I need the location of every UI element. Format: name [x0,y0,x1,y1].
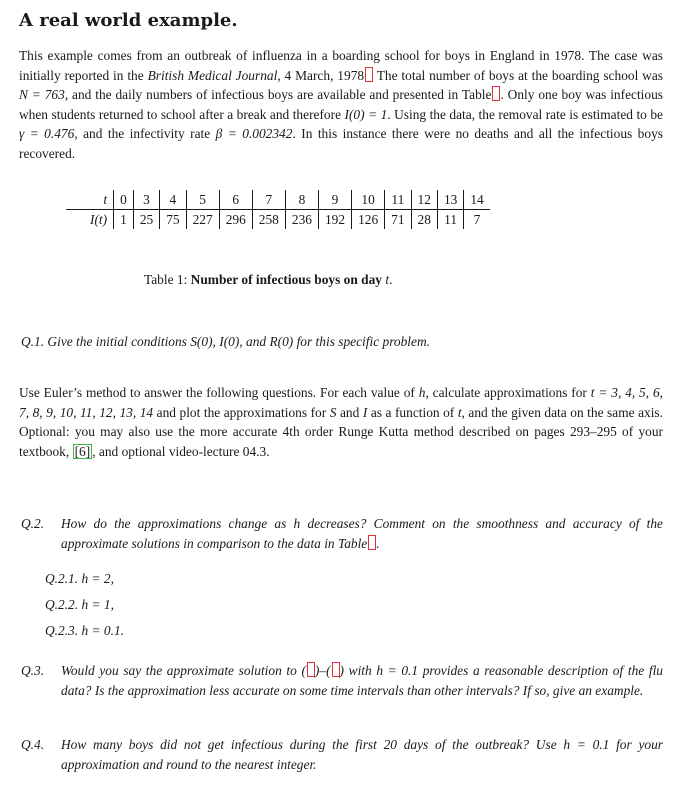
euler-text-a: Use Euler’s method to answer the following questions. For each value of [19,385,415,400]
table-cell-i-9: 71 [385,210,411,230]
euler-and: and [339,404,360,420]
footnote-link[interactable] [365,67,373,82]
i0-equation: I(0) = 1 [344,106,388,122]
table-cell-t-8: 10 [352,190,385,210]
intro-text-4: , and the daily numbers of infectious boys are available and presented in Table [64,87,492,103]
eq-ref-3[interactable] [332,662,340,677]
q4-label: Q.4. [21,737,45,752]
q2-label: Q.2. [21,516,45,531]
euler-text-f: , and optional video-lecture 04.3. [92,443,270,459]
euler-text-c: and plot the approximations for [156,404,327,420]
q2-end: . [376,535,380,551]
table-cell-i-0: 1 [114,210,134,230]
euler-text-b: , calculate approximations for [425,385,587,400]
infectious-table [66,190,490,229]
table-cell-i-12: 7 [464,210,490,230]
q3-text-b: )–( [314,663,331,678]
q2-text: How do the approximations change as h decreases? Comment on the smoothness and accuracy of the approximate solutions in comparison to the data in Table [61,516,663,551]
table-cell-t-11: 13 [437,190,463,210]
q2-body [61,514,663,553]
q3-text-c: ) with h = 0.1 provides a reasonable description of the flu data? Is the approximation less accurate on some time intervals than other intervals? If so, give an example. [61,663,663,698]
q2-sub-3-label: Q.2.3. [45,623,79,638]
q2-sub-1-label: Q.2.1. [45,571,79,586]
table-cell-t-7: 9 [318,190,351,210]
section-title: A real world example. [19,10,238,31]
intro-text-8: . In this instance there were no deaths and all the infectious boys recovered. [19,126,663,161]
n-equation: N = 763 [19,87,65,103]
infectious-table-wrapper [66,190,490,229]
eq-ref-1[interactable] [307,662,315,677]
q2-sub-1 [45,571,114,587]
intro-paragraph [19,46,663,164]
journal-name: British Medical Journal [147,67,278,83]
table-row-i [66,210,490,230]
table-cell-i-8: 126 [352,210,385,230]
q2-sub-2-value: h = 1, [81,597,114,612]
q2-sub-1-value: h = 2, [81,571,114,586]
question-4 [21,735,663,774]
beta-equation: β = 0.002342 [215,126,293,142]
caption-prefix: Table 1: [144,272,188,287]
table-cell-t-10: 12 [411,190,437,210]
euler-text-d: as a function of [370,404,455,420]
citation-link[interactable]: [6] [74,443,91,459]
q1-label: Q.1. [21,334,45,349]
intro-text-7: , and the infectivity rate [74,126,211,142]
euler-h: h [418,385,426,400]
q4-text: How many boys did not get infectious during the first 20 days of the outbreak? Use h = 0.1 for your approximation and round to the nearest integer. [61,737,663,772]
question-2 [21,514,663,553]
intro-text-2: , 4 March, 1978 [277,67,365,83]
q3-label: Q.3. [21,663,45,678]
q3-body: Would you say the approximate solution to ( )–( ) with h = 0.1 provides a reasonable description of the flu data? Is the approximation less accurate on some time intervals than other intervals? If so, give an example. [61,663,663,698]
table-cell-t-5: 7 [252,190,285,210]
table-cell-i-2: 75 [160,210,186,230]
table-cell-t-3: 5 [186,190,219,210]
table-row-t [66,190,490,210]
table-cell-t-12: 14 [464,190,490,210]
table-caption [144,272,392,288]
question-1 [21,332,661,352]
table-cell-t-1: 3 [133,190,159,210]
table-cell-i-1: 25 [133,210,159,230]
row-label-i: I(t) [90,211,108,227]
q2-sub-2 [45,597,114,613]
table-cell-i-5: 258 [252,210,285,230]
table-cell-t-9: 11 [385,190,411,210]
q2-sub-3 [45,623,124,639]
q1-text: Give the initial conditions S(0), I(0), and R(0) for this specific problem. [47,334,430,349]
table-cell-i-4: 296 [219,210,252,230]
q2-sub-3-value: h = 0.1. [81,623,124,638]
intro-text-1: This example comes from an outbreak of influenza in a boarding school for boys in England in 1978. The case was initially reported in the [19,48,663,83]
table-cell-t-4: 6 [219,190,252,210]
table-cell-t-2: 4 [160,190,186,210]
document-page [19,10,663,164]
intro-text-3: The total number of boys at the boarding school was [376,67,664,83]
table-cell-i-11: 11 [437,210,463,230]
euler-text-e: , and the given data on the same axis. Optional: you may also use the more accurate 4th order Runge Kutta method described on pages 293–295 of your textbook, [19,404,663,459]
caption-end: . [389,272,393,287]
question-3 [21,661,663,700]
row-label-t: t [66,190,114,210]
intro-text-5: . Only one boy was infectious when students returned to school after a break and therefore [19,87,663,122]
q3-text-a: Would you say the approximate solution to [61,663,297,678]
intro-text-6: . Using the data, the removal rate is estimated to be [387,106,663,122]
gamma-equation: γ = 0.476 [19,126,75,142]
table-cell-i-6: 236 [285,210,318,230]
euler-s: S [329,404,337,420]
q2-sub-2-label: Q.2.2. [45,597,79,612]
table-cell-i-3: 227 [186,210,219,230]
euler-paragraph [19,383,663,461]
table-cell-t-6: 8 [285,190,318,210]
euler-t-values: t = 3, 4, 5, 6, 7, 8, 9, 10, 11, 12, 13, 14 [19,385,663,420]
caption-var: t [385,272,390,287]
euler-t: t [457,404,462,420]
table-cell-i-7: 192 [318,210,351,230]
table-cell-i-10: 28 [411,210,437,230]
table-cell-t-0: 0 [114,190,134,210]
caption-bold: Number of infectious boys on day [190,272,383,287]
euler-i: I [362,404,368,420]
